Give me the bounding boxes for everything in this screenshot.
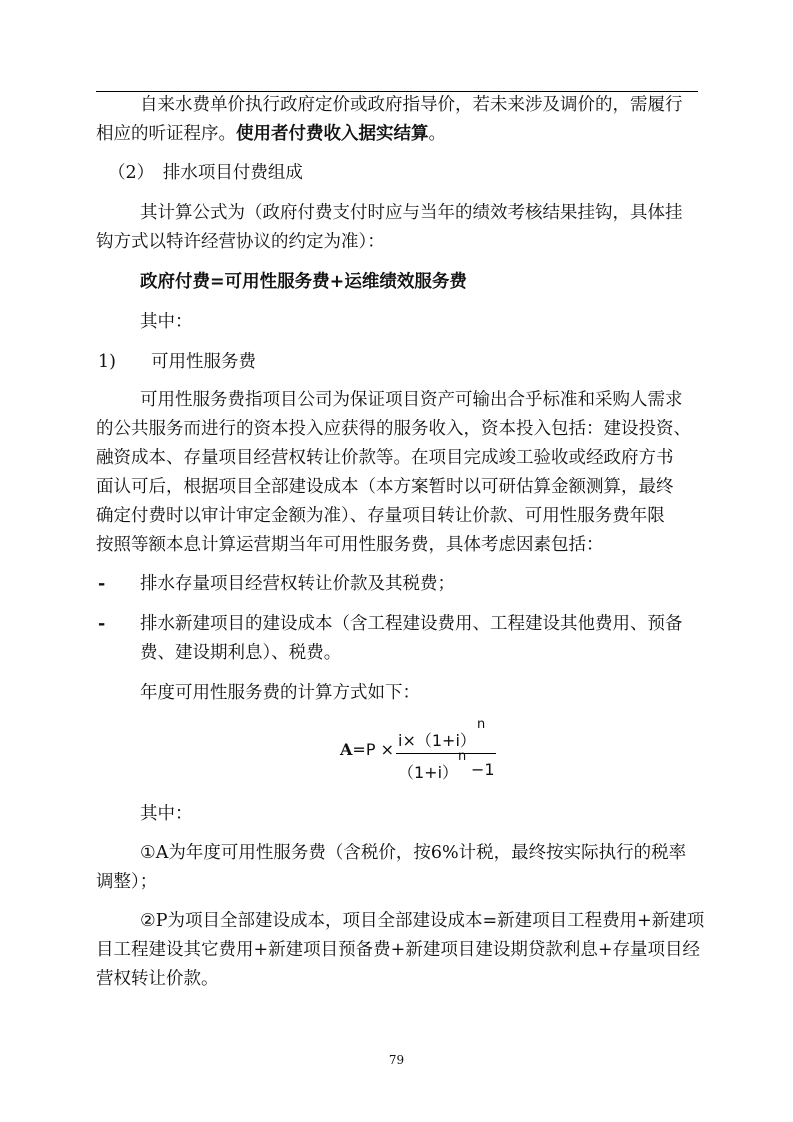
paragraph-line: 钩方式以特许经营协议的约定为准）： xyxy=(96,232,385,252)
bullet-item-cont: 费、建设期利息）、税费。 xyxy=(140,643,342,663)
formula-exponent: n xyxy=(458,749,467,764)
definition-line: 调整）； xyxy=(96,872,158,892)
paragraph-text: 。 xyxy=(428,124,446,144)
paragraph-line: 其计算公式为（政府付费支付时应与当年的绩效考核结果挂钩，具体挂 xyxy=(140,203,683,223)
paragraph-text: 相应的听证程序。 xyxy=(96,124,236,144)
paragraph-line: 按照等额本息计算运营期当年可用性服务费，具体考虑因素包括： xyxy=(96,535,604,555)
annuity-formula xyxy=(340,717,510,786)
paragraph-line: 融资成本、存量项目经营权转让价款等。在项目完成竣工验收或经政府方书 xyxy=(96,448,674,468)
section-heading: （2） 排水项目付费组成 xyxy=(108,163,303,183)
paragraph-line: 可用性服务费指项目公司为保证项目资产可输出合乎标准和采购人需求 xyxy=(140,390,683,410)
definition-line: 营权转让价款。 xyxy=(96,969,219,989)
header-rule xyxy=(96,91,698,92)
paragraph-line xyxy=(96,123,446,145)
bullet-item: 排水存量项目经营权转让价款及其税费； xyxy=(140,574,455,594)
fraction-bar xyxy=(396,753,496,754)
definition-line: ①A为年度可用性服务费（含税价，按6%计税，最终按实际执行的税率 xyxy=(140,843,687,863)
formula-denominator: （1+i） xyxy=(398,763,459,782)
paragraph-line: 确定付费时以审计审定金额为准）、存量项目转让价款、可用性服务费年限 xyxy=(96,506,665,526)
formula-heading: 政府付费=可用性服务费+运维绩效服务费 xyxy=(140,272,467,292)
page-number: 79 xyxy=(388,1053,405,1067)
bullet-item: 排水新建项目的建设成本（含工程建设费用、工程建设其他费用、预备 xyxy=(140,614,683,634)
bullet-dash: - xyxy=(98,574,106,594)
formula-numerator: i×（1+i） xyxy=(398,731,476,750)
definition-line: 目工程建设其它费用+新建项目预备费+新建项目建设期贷款利息+存量项目经 xyxy=(96,940,700,960)
bold-text: 使用者付费收入据实结算 xyxy=(236,124,429,144)
paragraph-line: 面认可后，根据项目全部建设成本（本方案暂时以可研估算金额测算，最终 xyxy=(96,477,674,497)
bullet-dash: - xyxy=(98,614,106,634)
paragraph-line: 的公共服务而进行的资本投入应获得的服务收入，资本投入包括：建设投资、 xyxy=(96,419,691,439)
paragraph-line: 自来水费单价执行政府定价或政府指导价，若未来涉及调价的，需履行 xyxy=(140,95,683,115)
formula-exponent: n xyxy=(477,717,486,732)
paragraph-line: 年度可用性服务费的计算方式如下： xyxy=(140,683,420,703)
paragraph-line: 其中： xyxy=(140,312,193,332)
formula-lhs: A=P × xyxy=(340,740,394,759)
item-heading: 1) 可用性服务费 xyxy=(98,352,256,372)
formula-minus-one: −1 xyxy=(471,760,495,779)
paragraph-line: 其中： xyxy=(140,804,193,824)
definition-line: ②P为项目全部建设成本，项目全部建设成本=新建项目工程费用+新建项 xyxy=(140,911,705,931)
